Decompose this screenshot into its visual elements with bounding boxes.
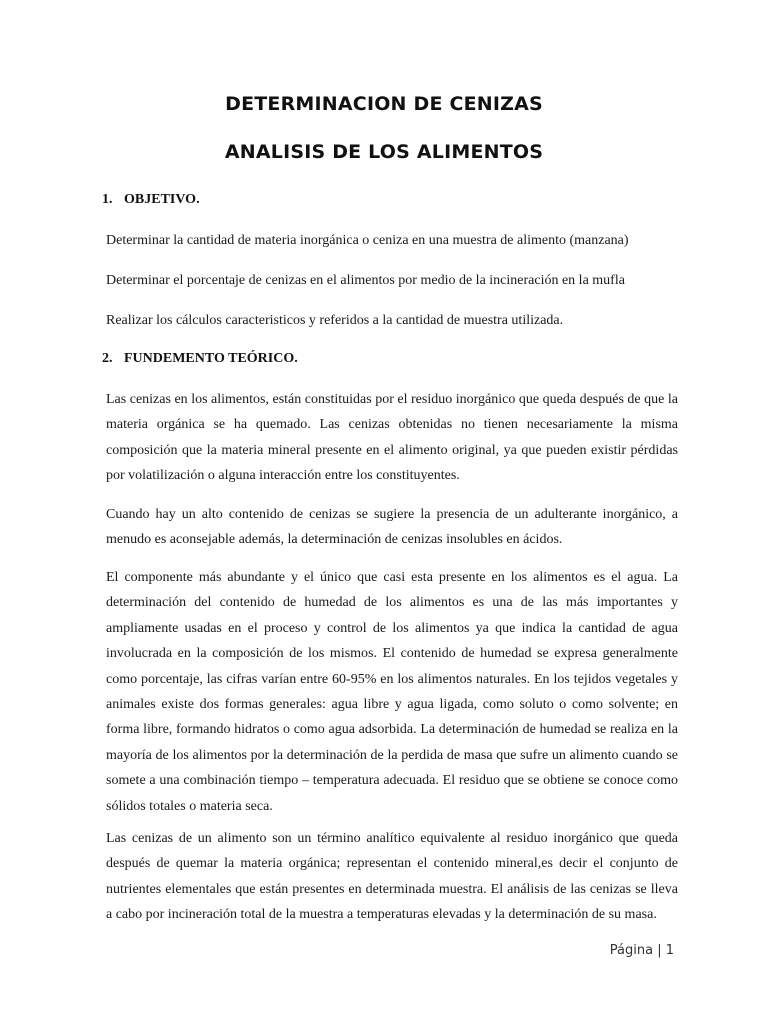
section-title: FUNDEMENTO TEÓRICO.	[124, 351, 298, 366]
section-title: OBJETIVO.	[124, 192, 200, 207]
body-paragraph: Cuando hay un alto contenido de cenizas se sugiere la presencia de un adulterante inorgánico, a menudo es aconsejable además, la determinación de cenizas insolubles en ácidos.	[106, 507, 678, 548]
section-number: 1.	[102, 192, 113, 207]
objective-item: Determinar la cantidad de materia inorgánica o ceniza en una muestra de alimento (manzana)	[106, 233, 629, 248]
document-title: DETERMINACION DE CENIZAS	[225, 93, 543, 115]
body-paragraph: Las cenizas de un alimento son un término analítico equivalente al residuo inorgánico que queda después de quemar la materia orgánica; representan el contenido mineral,es decir el conjunto de nutrientes elementales que están presentes en determinada muestra. El análisis de las cenizas se lleva a cabo por incineración total de la muestra a temperaturas elevadas y la determinación de su masa.	[106, 831, 678, 923]
page-number: Página | 1	[609, 943, 674, 958]
section-heading-objetivo	[102, 192, 200, 208]
section-heading-fundamento	[102, 351, 298, 367]
section-number: 2.	[102, 351, 113, 366]
objective-item: Realizar los cálculos caracteristicos y referidos a la cantidad de muestra utilizada.	[106, 313, 564, 328]
document-subtitle: ANALISIS DE LOS ALIMENTOS	[224, 141, 544, 163]
objective-item: Determinar el porcentaje de cenizas en el alimentos por medio de la incineración en la mufla	[106, 273, 625, 288]
body-paragraph: El componente más abundante y el único que casi esta presente en los alimentos es el agua. La determinación del contenido de humedad de los alimentos es una de las más importantes y ampliamente usadas en el proceso y control de los alimentos ya que indica la cantidad de agua involucrada en la composición de los mismos. El contenido de humedad se expresa generalmente como porcentaje, las cifras varían entre 60-95% en los alimentos naturales. En los tejidos vegetales y animales existe dos formas generales: agua libre y agua ligada, como soluto o como solvente; en forma libre, formando hidratos o como agua adsorbida. La determinación de humedad se realiza en la mayoría de los alimentos por la determinación de la perdida de masa que sufre un alimento cuando se somete a una combinación tiempo – temperatura adecuada. El residuo que se obtiene se conoce como sólidos totales o materia seca.	[106, 570, 678, 814]
body-paragraph: Las cenizas en los alimentos, están constituidas por el residuo inorgánico que queda después de que la materia orgánica se ha quemado. Las cenizas obtenidas no tienen necesariamente la misma composición que la materia mineral presente en el alimento original, ya que pueden existir pérdidas por volatilización o alguna interacción entre los constituyentes.	[106, 392, 678, 484]
